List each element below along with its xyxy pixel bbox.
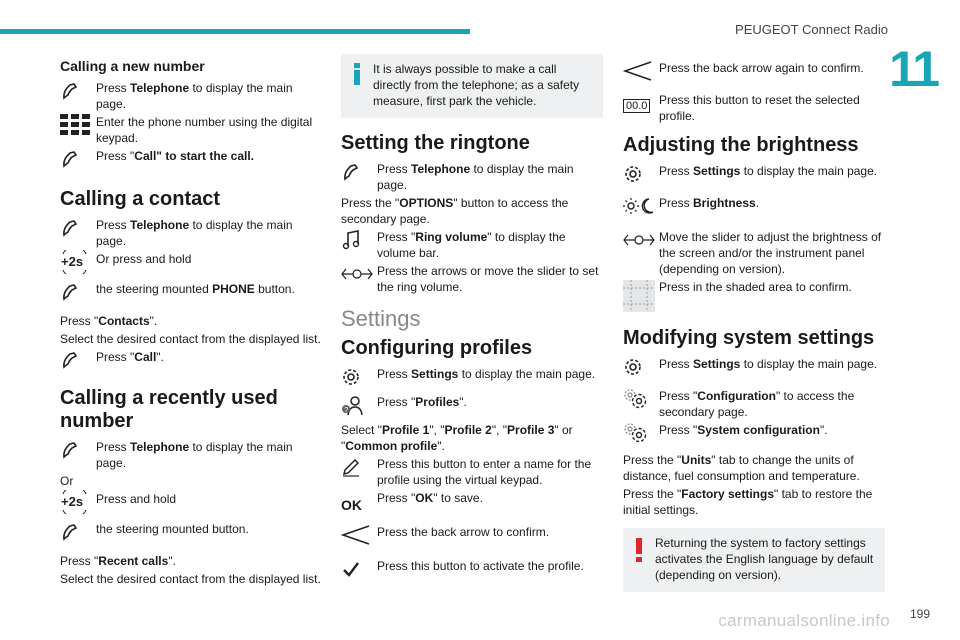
paragraph: Press the "Units" tab to change the units of distance, fuel consumption and temperature. (623, 453, 860, 483)
step: Press Telephone to display the main page. (341, 161, 603, 193)
paragraph: Select "Profile 1", "Profile 2", "Profile 3" or "Common profile". (341, 423, 573, 453)
section-title-ringtone: Setting the ringtone (341, 132, 530, 154)
step: OK Press "OK" to save. (341, 491, 483, 513)
column-1 (60, 54, 322, 589)
phone-handset-icon (60, 217, 96, 239)
step: Press Telephone to display the main page. (60, 439, 322, 471)
step: the steering mounted PHONE button. (60, 281, 322, 303)
phone-handset-icon (60, 80, 96, 102)
step: Press "Ring volume" to display the volume bar. (341, 229, 603, 261)
step: Press the back arrow to confirm. (341, 524, 603, 546)
watermark: carmanualsonline.info (718, 611, 890, 630)
configuration-gears-icon (623, 388, 659, 410)
page-number: 199 (909, 607, 930, 621)
configuration-gears-icon (623, 422, 659, 444)
phone-handset-icon (60, 148, 96, 170)
paragraph: Press "Contacts". (60, 314, 158, 328)
section-title-settings: Settings (341, 306, 421, 331)
pencil-edit-icon (341, 456, 377, 478)
step: ? Press "Profiles". (341, 394, 603, 416)
checkmark-icon (341, 558, 377, 580)
slider-arrows-icon (341, 263, 377, 285)
step: the steering mounted button. (60, 521, 322, 543)
step: Press Settings to display the main page. (623, 163, 885, 185)
phone-handset-icon (60, 281, 96, 303)
header-brand: PEUGEOT Connect Radio (735, 22, 888, 37)
paragraph: Press the "Factory settings" tab to restore the initial settings. (623, 487, 873, 517)
back-arrow-icon (341, 524, 377, 546)
step: Press in the shaded area to confirm. (623, 279, 885, 313)
section-title-profiles: Configuring profiles (341, 337, 533, 359)
phone-handset-icon (60, 349, 96, 371)
step: Press Brightness. (623, 195, 885, 217)
warning-box (623, 528, 885, 592)
settings-gear-icon (341, 366, 377, 388)
svg-text:?: ? (344, 407, 349, 414)
paragraph: Or (60, 474, 74, 488)
step: Press Settings to display the main page. (341, 366, 603, 388)
phone-handset-icon (341, 161, 377, 183)
step: Move the slider to adjust the brightness of the screen and/or the instrument panel (depending on version). (623, 229, 885, 277)
settings-gear-icon (623, 163, 659, 185)
step: +2s Press and hold (60, 491, 322, 513)
svg-text:+2s: +2s (61, 254, 84, 269)
step: Press this button to enter a name for the profile using the virtual keypad. (341, 456, 603, 488)
step: Press "System configuration". (623, 422, 885, 444)
reset-counter-icon: 00.0 (623, 92, 659, 114)
section-title-recent: Calling a recently used number (60, 387, 278, 432)
svg-text:+2s: +2s (61, 494, 84, 509)
column-2 (341, 54, 603, 582)
header-accent-bar (0, 29, 470, 34)
section-title-new-number: Calling a new number (60, 58, 205, 74)
paragraph: Select the desired contact from the displayed list. (60, 332, 321, 346)
info-text: It is always possible to make a call directly from the telephone; as a safety measure, first park the vehicle. (373, 62, 580, 108)
section-title-system: Modifying system settings (623, 327, 875, 349)
info-icon (351, 63, 363, 89)
phone-handset-icon (60, 439, 96, 461)
paragraph: Press "Recent calls". (60, 554, 176, 568)
info-box (341, 54, 603, 118)
phone-handset-icon (60, 521, 96, 543)
step: Enter the phone number using the digital keypad. (60, 114, 322, 146)
step: Press "Configuration" to access the secondary page. (623, 388, 885, 420)
step: Press Telephone to display the main page. (60, 80, 322, 112)
chapter-number: 11 (889, 41, 938, 97)
step: Press "Call". (60, 349, 322, 371)
warning-text: Returning the system to factory settings activates the English language by default (depending on version). (655, 536, 874, 582)
paragraph: Press the "OPTIONS" button to access the secondary page. (341, 196, 569, 226)
back-arrow-icon (623, 60, 659, 82)
shaded-area-icon (623, 279, 659, 313)
step: Press Telephone to display the main page. (60, 217, 322, 249)
step: 00.0 Press this button to reset the selected profile. (623, 92, 885, 124)
section-title-contact: Calling a contact (60, 188, 221, 210)
step: Press "Call" to start the call. (60, 148, 322, 170)
ok-button-icon: OK (341, 497, 362, 513)
music-note-icon (341, 229, 377, 251)
step: +2s Or press and hold (60, 251, 322, 273)
section-title-brightness: Adjusting the brightness (623, 134, 859, 156)
brightness-sun-moon-icon (623, 195, 659, 217)
step: Press Settings to display the main page. (623, 356, 885, 378)
press-hold-2s-icon (60, 491, 96, 513)
profile-user-icon (341, 394, 377, 416)
slider-arrows-icon (623, 229, 659, 251)
column-3 (623, 54, 885, 592)
press-hold-2s-icon (60, 251, 96, 273)
step: Press this button to activate the profile. (341, 558, 603, 580)
warning-exclamation-icon (635, 538, 643, 566)
paragraph: Select the desired contact from the displayed list. (60, 572, 321, 586)
keypad-grid-icon (60, 114, 96, 136)
step: Press the arrows or move the slider to set the ring volume. (341, 263, 603, 295)
step: Press the back arrow again to confirm. (623, 60, 885, 82)
settings-gear-icon (623, 356, 659, 378)
